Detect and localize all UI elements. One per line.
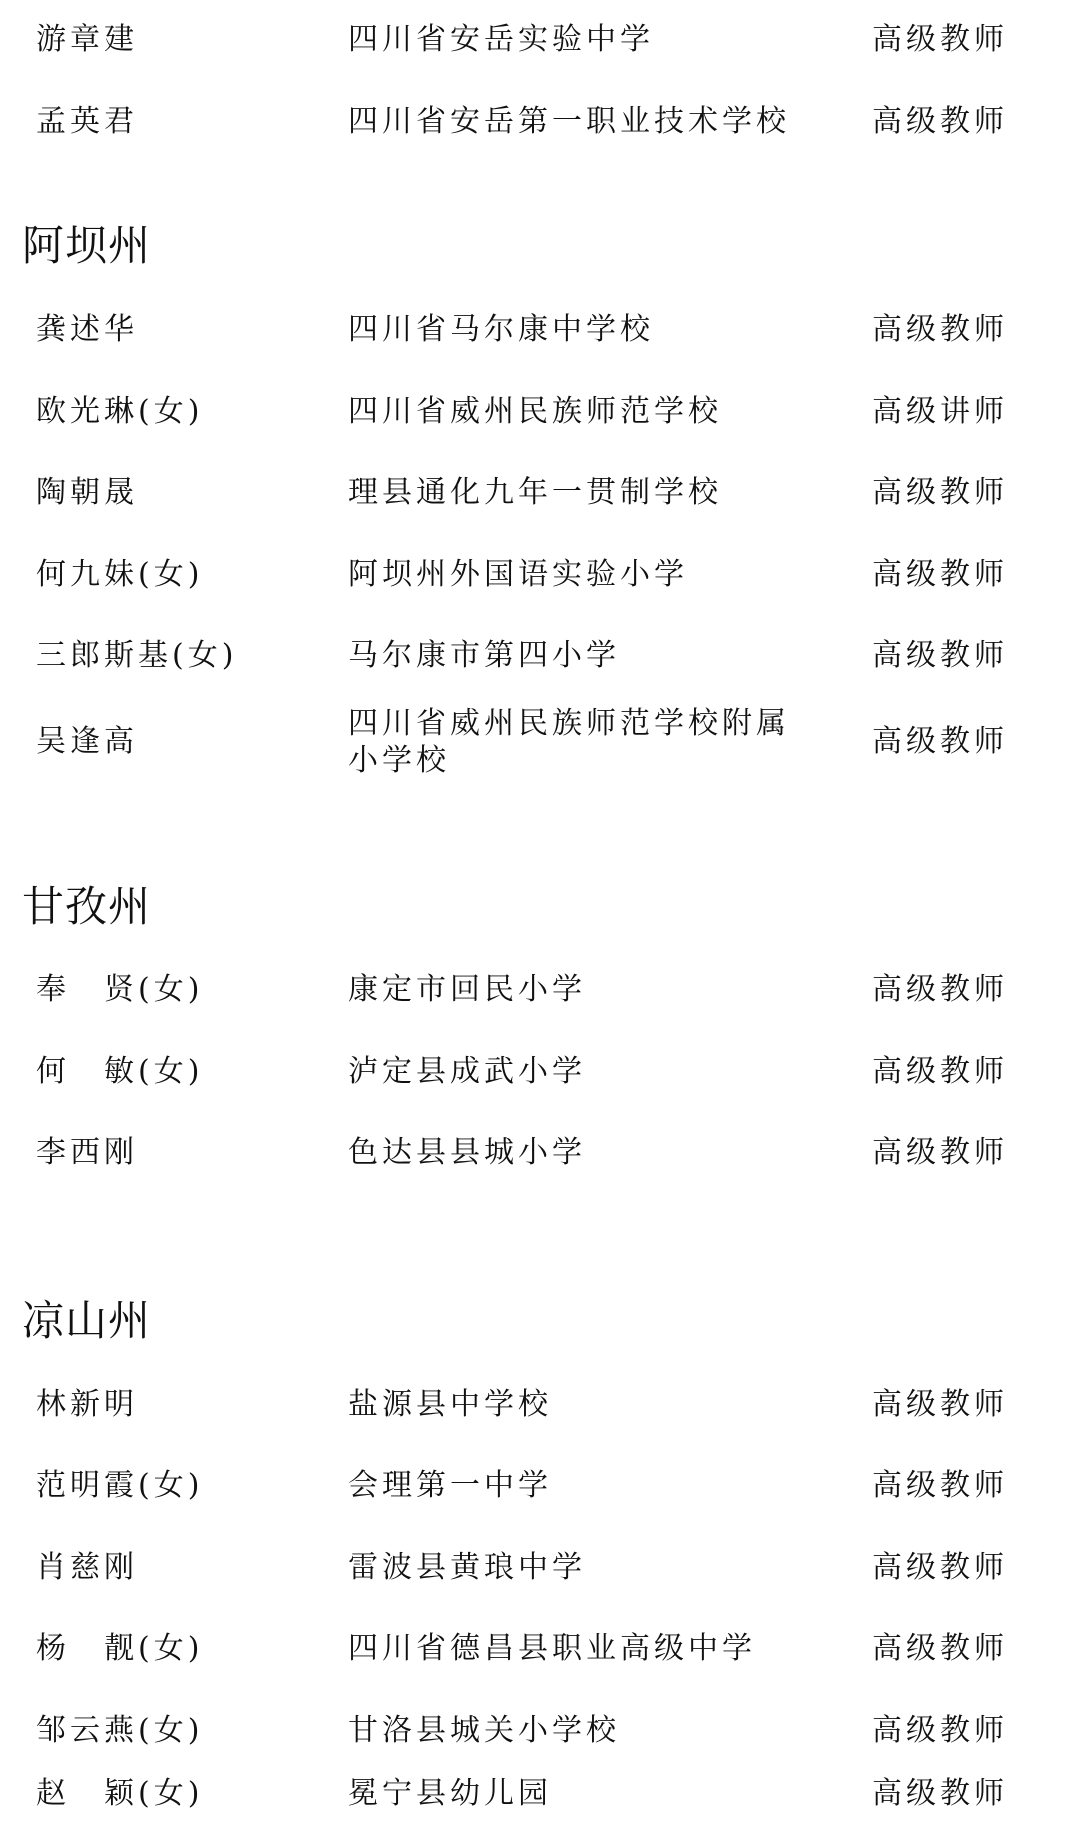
teacher-title: 高级教师 [872, 638, 1008, 674]
teacher-title: 高级教师 [872, 1776, 1008, 1812]
region-heading: 阿坝州 [22, 221, 152, 270]
teacher-title: 高级教师 [872, 972, 1008, 1008]
list-item [0, 453, 1080, 533]
teacher-name: 李西刚 [36, 1135, 138, 1171]
list-item [0, 616, 1080, 696]
teacher-name: 杨 靓(女) [36, 1631, 204, 1667]
school-name: 泸定县成武小学 [348, 1054, 586, 1090]
list-item [0, 372, 1080, 452]
list-item [0, 1446, 1080, 1526]
list-item [0, 950, 1080, 1030]
list-item [0, 1113, 1080, 1193]
list-item [0, 1032, 1080, 1112]
school-name: 阿坝州外国语实验小学 [348, 557, 688, 593]
region-heading: 甘孜州 [22, 882, 152, 931]
school-name: 马尔康市第四小学 [348, 638, 620, 674]
teacher-name: 奉 贤(女) [36, 972, 204, 1008]
list-item [0, 1754, 1080, 1834]
school-name: 甘洛县城关小学校 [348, 1713, 620, 1749]
teacher-title: 高级教师 [872, 475, 1008, 511]
list-item [0, 0, 1080, 80]
school-name: 盐源县中学校 [348, 1387, 552, 1423]
school-name: 四川省马尔康中学校 [348, 312, 654, 348]
school-name: 四川省威州民族师范学校 [348, 394, 722, 430]
list-item [0, 535, 1080, 615]
teacher-title: 高级教师 [872, 1387, 1008, 1423]
teacher-title: 高级教师 [872, 1135, 1008, 1171]
teacher-name: 赵 颖(女) [36, 1776, 204, 1812]
teacher-title: 高级教师 [872, 1054, 1008, 1090]
school-name: 康定市回民小学 [348, 972, 586, 1008]
teacher-name: 龚述华 [36, 312, 138, 348]
school-name: 雷波县黄琅中学 [348, 1550, 586, 1586]
teacher-name: 肖慈刚 [36, 1550, 138, 1586]
teacher-title: 高级教师 [872, 312, 1008, 348]
teacher-title: 高级教师 [872, 557, 1008, 593]
teacher-title: 高级讲师 [872, 394, 1008, 430]
school-name: 四川省安岳实验中学 [348, 22, 654, 58]
school-name: 四川省安岳第一职业技术学校 [348, 104, 790, 140]
list-item [0, 1528, 1080, 1608]
list-item [0, 82, 1080, 162]
teacher-name: 林新明 [36, 1387, 138, 1423]
teacher-title: 高级教师 [872, 1550, 1008, 1586]
teacher-name: 三郎斯基(女) [36, 638, 238, 674]
teacher-title: 高级教师 [872, 22, 1008, 58]
school-name: 色达县县城小学 [348, 1135, 586, 1171]
school-name: 四川省德昌县职业高级中学 [348, 1631, 756, 1667]
teacher-name: 游章建 [36, 22, 138, 58]
list-item [0, 690, 1080, 794]
teacher-name: 邹云燕(女) [36, 1713, 204, 1749]
teacher-title: 高级教师 [872, 1631, 1008, 1667]
teacher-title: 高级教师 [872, 104, 1008, 140]
school-name: 会理第一中学 [348, 1468, 552, 1504]
teacher-title: 高级教师 [872, 1713, 1008, 1749]
teacher-name: 欧光琳(女) [36, 394, 204, 430]
region-heading: 凉山州 [22, 1296, 152, 1345]
list-item [0, 290, 1080, 370]
school-name: 理县通化九年一贯制学校 [348, 475, 722, 511]
school-name: 四川省威州民族师范学校附属小学校 [348, 705, 790, 778]
list-item [0, 1609, 1080, 1689]
teacher-title: 高级教师 [872, 724, 1008, 760]
teacher-name: 范明霞(女) [36, 1468, 204, 1504]
teacher-name: 吴逢高 [36, 724, 138, 760]
teacher-name: 何九妹(女) [36, 557, 204, 593]
teacher-name: 何 敏(女) [36, 1054, 204, 1090]
list-item [0, 1365, 1080, 1445]
teacher-title: 高级教师 [872, 1468, 1008, 1504]
teacher-name: 陶朝晟 [36, 475, 138, 511]
school-name: 冕宁县幼儿园 [348, 1776, 552, 1812]
teacher-name: 孟英君 [36, 104, 138, 140]
